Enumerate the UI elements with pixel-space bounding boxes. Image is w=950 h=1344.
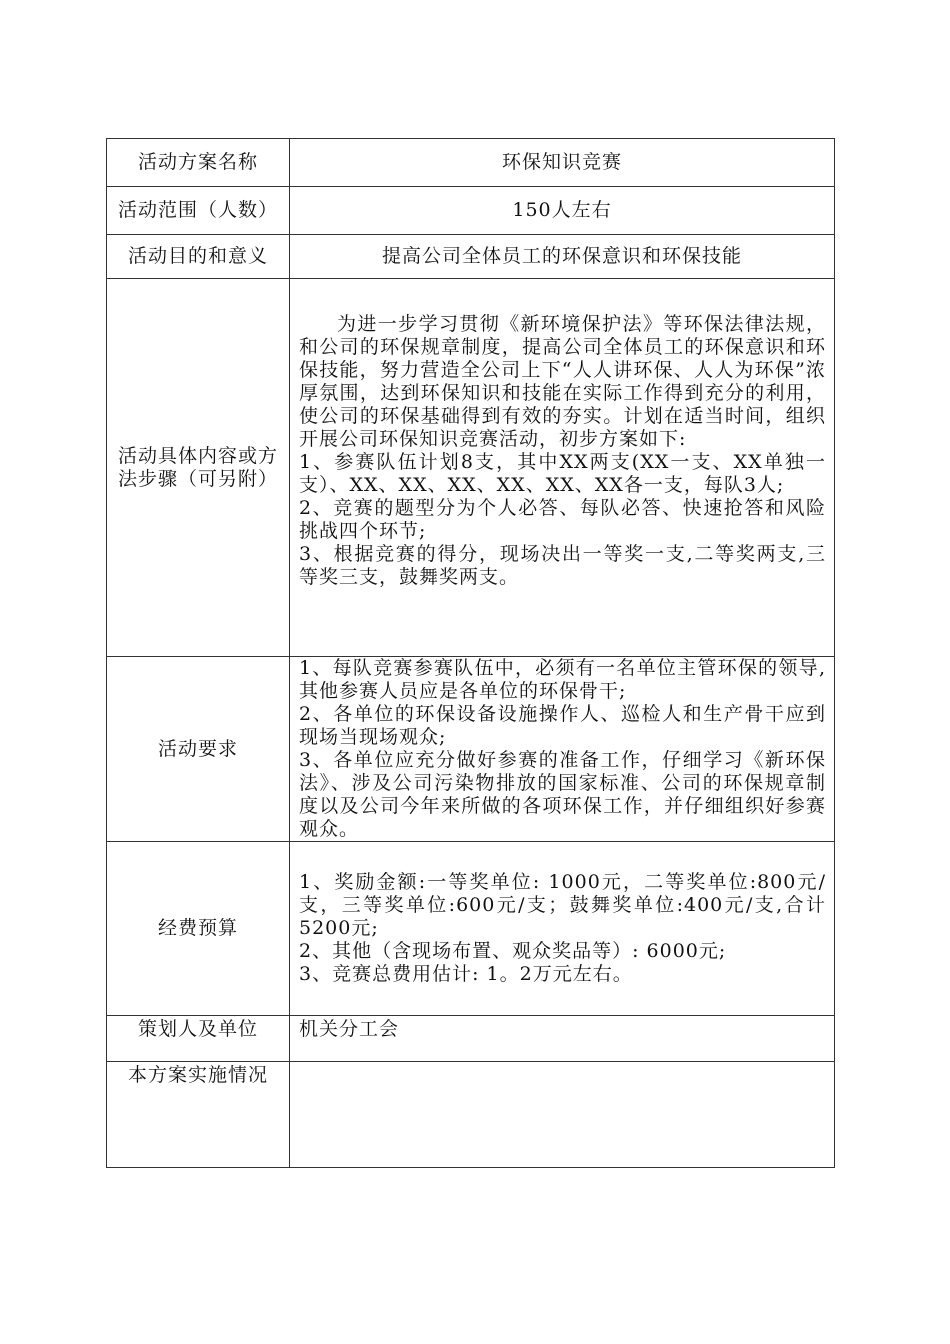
activity-plan-table: [106, 138, 835, 1168]
requirements-label: 活动要求: [107, 657, 290, 842]
row-requirements: [107, 657, 835, 842]
content-item: 2、竞赛的题型分为个人必答、每队必答、快速抢答和风险挑战四个环节;: [299, 497, 826, 542]
requirement-item: 1、每队竞赛参赛队伍中，必须有一名单位主管环保的领导,其他参赛人员应是各单位的环保骨干;: [299, 657, 826, 702]
requirement-item: 3、各单位应充分做好参赛的准备工作，仔细学习《新环保法》、涉及公司污染物排放的国家标准、公司的环保规章制度以及公司今年来所做的各项环保工作，并仔细组织好参赛观众。: [299, 749, 826, 840]
requirements-value: [290, 657, 835, 842]
scope-value: 150人左右: [290, 187, 835, 235]
planner-value: 机关分工会: [290, 1016, 835, 1062]
budget-label: 经费预算: [107, 842, 290, 1016]
purpose-label: 活动目的和意义: [107, 235, 290, 279]
budget-item: 3、竞赛总费用估计: 1。2万元左右。: [299, 963, 633, 985]
row-implementation: [107, 1062, 835, 1168]
implementation-label: 本方案实施情况: [107, 1062, 290, 1168]
planner-label: 策划人及单位: [107, 1016, 290, 1062]
plan-name-label: 活动方案名称: [107, 139, 290, 187]
content-item: 1、参赛队伍计划8支，其中XX两支(XX一支、XX单独一支）、XX、XX、XX、XX、XX、XX各一支，每队3人;: [299, 451, 826, 496]
content-value: [290, 279, 835, 657]
purpose-value: 提高公司全体员工的环保意识和环保技能: [290, 235, 835, 279]
content-label: 活动具体内容或方法步骤（可另附）: [107, 279, 290, 657]
row-scope: [107, 187, 835, 235]
budget-item: 1、奖励金额:一等奖单位: 1000元，二等奖单位:800元/支，三等奖单位:600元/支；鼓舞奖单位:400元/支,合计5200元;: [299, 871, 826, 939]
plan-name-value: 环保知识竞赛: [290, 139, 835, 187]
budget-value: [290, 842, 835, 1016]
content-intro: 为进一步学习贯彻《新环境保护法》等环保法律法规，和公司的环保规章制度，提高公司全体员工的环保意识和环保技能，努力营造全公司上下“人人讲环保、人人为环保”浓厚氛围，达到环保知识和技能在实际工作得到充分的利用，使公司的环保基础得到有效的夯实。计划在适当时间，组织开展公司环保知识竞赛活动，初步方案如下:: [299, 313, 826, 450]
implementation-value: [290, 1062, 835, 1168]
content-item: 3、根据竞赛的得分，现场决出一等奖一支,二等奖两支,三等奖三支，鼓舞奖两支。: [299, 543, 826, 588]
row-budget: [107, 842, 835, 1016]
requirement-item: 2、各单位的环保设备设施操作人、巡检人和生产骨干应到现场当现场观众;: [299, 703, 826, 748]
scope-label: 活动范围（人数）: [107, 187, 290, 235]
row-plan-name: [107, 139, 835, 187]
row-content: [107, 279, 835, 657]
row-planner: [107, 1016, 835, 1062]
budget-item: 2、其他（含现场布置、观众奖品等）: 6000元;: [299, 940, 727, 962]
row-purpose: [107, 235, 835, 279]
